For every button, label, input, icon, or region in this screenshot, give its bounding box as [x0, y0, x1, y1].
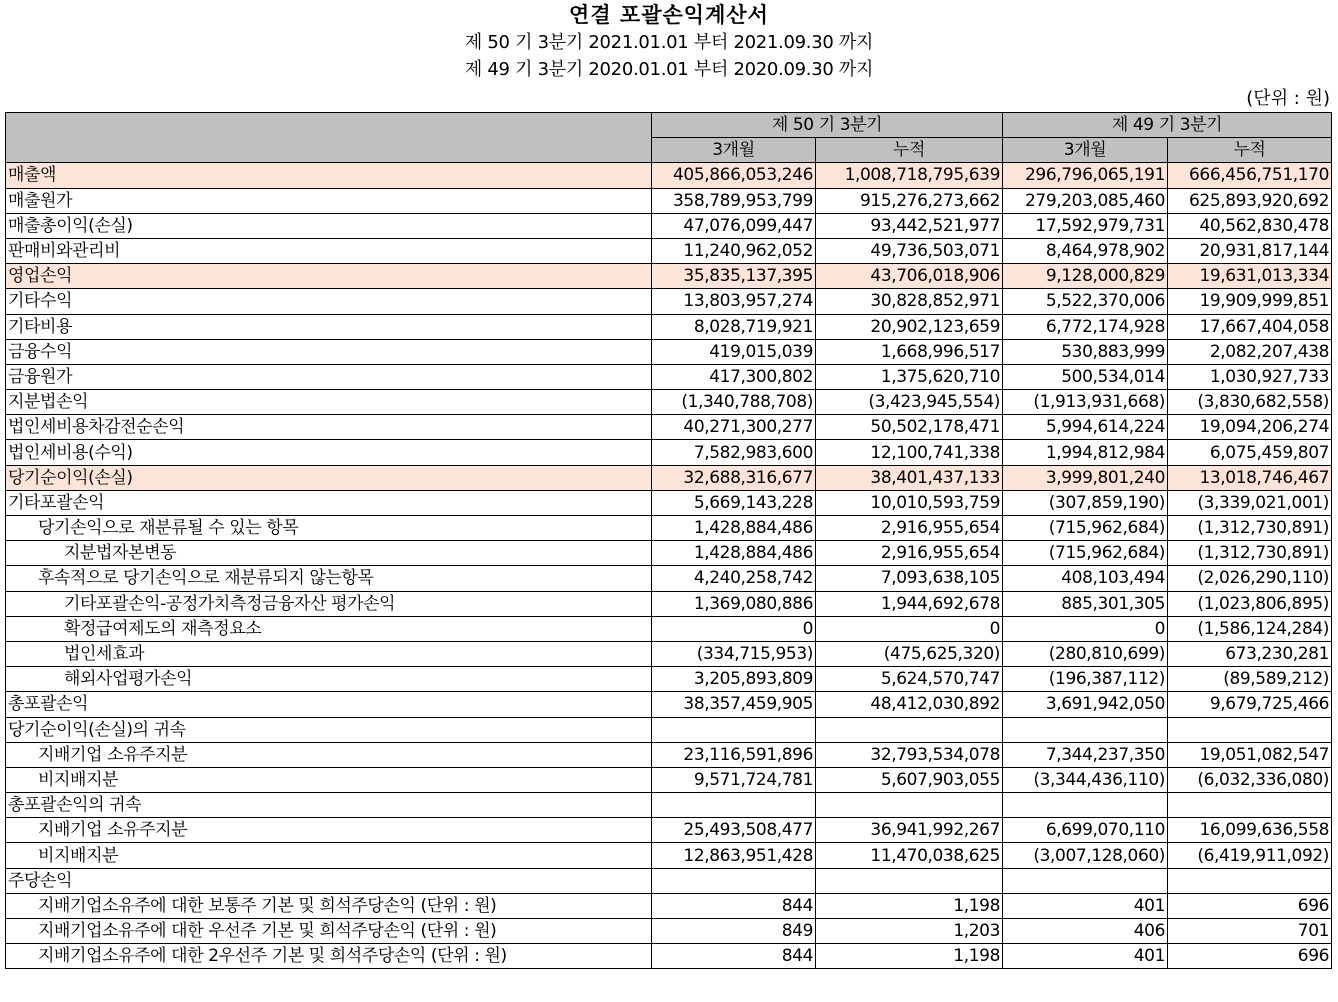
- value-current-ytd: [816, 868, 1003, 893]
- value-prior-ytd: 696: [1168, 944, 1332, 969]
- table-row: [6, 667, 1332, 692]
- value-prior-ytd: 19,631,013,334: [1168, 264, 1332, 289]
- value-current-ytd: 43,706,018,906: [816, 264, 1003, 289]
- account-label: 지배기업소유주에 대한 우선주 기본 및 희석주당손익 (단위 : 원): [6, 919, 652, 944]
- value-current-3m: 8,028,719,921: [652, 314, 816, 339]
- value-current-3m: 13,803,957,274: [652, 289, 816, 314]
- value-prior-3m: 530,883,999: [1003, 339, 1168, 364]
- period-current: 제 50 기 3분기 2021.01.01 부터 2021.09.30 까지: [464, 32, 874, 53]
- table-row: [6, 516, 1332, 541]
- value-current-ytd: 11,470,038,625: [816, 843, 1003, 868]
- value-current-ytd: (3,423,945,554): [816, 390, 1003, 415]
- value-prior-ytd: 666,456,751,170: [1168, 163, 1332, 188]
- value-current-3m: 23,116,591,896: [652, 742, 816, 767]
- table-row: [6, 692, 1332, 717]
- table-row: [6, 541, 1332, 566]
- value-prior-ytd: 20,931,817,144: [1168, 238, 1332, 263]
- value-current-3m: 0: [652, 616, 816, 641]
- table-row: [6, 843, 1332, 868]
- value-current-3m: (1,340,788,708): [652, 390, 816, 415]
- value-current-3m: 47,076,099,447: [652, 213, 816, 238]
- value-prior-ytd: (89,589,212): [1168, 667, 1332, 692]
- value-current-ytd: 2,916,955,654: [816, 541, 1003, 566]
- account-label: 매출액: [6, 163, 652, 188]
- value-current-3m: 405,866,053,246: [652, 163, 816, 188]
- value-current-ytd: 49,736,503,071: [816, 238, 1003, 263]
- value-prior-3m: 406: [1003, 919, 1168, 944]
- account-label: 법인세비용차감전순손익: [6, 415, 652, 440]
- account-label: 매출원가: [6, 188, 652, 213]
- value-prior-3m: 1,994,812,984: [1003, 440, 1168, 465]
- header-prior-ytd: 누적: [1168, 138, 1332, 163]
- account-label: 비지배지분: [6, 843, 652, 868]
- value-prior-ytd: 1,030,927,733: [1168, 364, 1332, 389]
- value-prior-3m: (3,007,128,060): [1003, 843, 1168, 868]
- value-prior-3m: 6,772,174,928: [1003, 314, 1168, 339]
- value-prior-3m: 7,344,237,350: [1003, 742, 1168, 767]
- value-prior-3m: (3,344,436,110): [1003, 767, 1168, 792]
- value-prior-3m: (715,962,684): [1003, 541, 1168, 566]
- value-current-3m: 35,835,137,395: [652, 264, 816, 289]
- account-label: 비지배지분: [6, 767, 652, 792]
- value-prior-ytd: (1,023,806,895): [1168, 591, 1332, 616]
- table-row: [6, 616, 1332, 641]
- table-row: [6, 390, 1332, 415]
- value-current-3m: 3,205,893,809: [652, 667, 816, 692]
- value-current-ytd: 50,502,178,471: [816, 415, 1003, 440]
- value-current-ytd: 30,828,852,971: [816, 289, 1003, 314]
- value-prior-ytd: (1,312,730,891): [1168, 541, 1332, 566]
- value-prior-3m: 6,699,070,110: [1003, 818, 1168, 843]
- table-row: [6, 289, 1332, 314]
- header-prior-3m: 3개월: [1003, 138, 1168, 163]
- value-prior-ytd: (6,419,911,092): [1168, 843, 1332, 868]
- value-prior-3m: 0: [1003, 616, 1168, 641]
- account-label: 지배기업소유주에 대한 2우선주 기본 및 희석주당손익 (단위 : 원): [6, 944, 652, 969]
- value-current-ytd: 5,624,570,747: [816, 667, 1003, 692]
- account-label: 금융수익: [6, 339, 652, 364]
- value-current-ytd: 1,008,718,795,639: [816, 163, 1003, 188]
- value-current-3m: (334,715,953): [652, 641, 816, 666]
- account-label: 판매비와관리비: [6, 238, 652, 263]
- account-label: 지배기업 소유주지분: [6, 742, 652, 767]
- value-current-ytd: 36,941,992,267: [816, 818, 1003, 843]
- value-current-3m: 25,493,508,477: [652, 818, 816, 843]
- value-current-ytd: 12,100,741,338: [816, 440, 1003, 465]
- value-prior-3m: 3,691,942,050: [1003, 692, 1168, 717]
- table-row: [6, 717, 1332, 742]
- value-current-3m: 419,015,039: [652, 339, 816, 364]
- value-current-ytd: 48,412,030,892: [816, 692, 1003, 717]
- value-prior-3m: 296,796,065,191: [1003, 163, 1168, 188]
- value-prior-3m: [1003, 793, 1168, 818]
- table-row: [6, 566, 1332, 591]
- value-current-3m: 32,688,316,677: [652, 465, 816, 490]
- value-prior-ytd: (3,339,021,001): [1168, 490, 1332, 515]
- value-current-ytd: 10,010,593,759: [816, 490, 1003, 515]
- account-label: 해외사업평가손익: [6, 667, 652, 692]
- account-label: 당기순이익(손실): [6, 465, 652, 490]
- table-row: [6, 465, 1332, 490]
- value-prior-ytd: (1,586,124,284): [1168, 616, 1332, 641]
- value-current-3m: 40,271,300,277: [652, 415, 816, 440]
- value-current-ytd: 7,093,638,105: [816, 566, 1003, 591]
- value-current-3m: 844: [652, 893, 816, 918]
- statement-title: 연결 포괄손익계산서: [569, 3, 769, 27]
- value-prior-ytd: (3,830,682,558): [1168, 390, 1332, 415]
- value-current-3m: 844: [652, 944, 816, 969]
- table-row: [6, 440, 1332, 465]
- value-prior-3m: 3,999,801,240: [1003, 465, 1168, 490]
- value-current-3m: 849: [652, 919, 816, 944]
- value-current-ytd: 1,203: [816, 919, 1003, 944]
- account-label: 기타포괄손익-공정가치측정금융자산 평가손익: [6, 591, 652, 616]
- value-prior-3m: 279,203,085,460: [1003, 188, 1168, 213]
- account-label: 주당손익: [6, 868, 652, 893]
- value-prior-ytd: [1168, 868, 1332, 893]
- account-label: 지배기업 소유주지분: [6, 818, 652, 843]
- value-prior-3m: 5,522,370,006: [1003, 289, 1168, 314]
- table-row: [6, 868, 1332, 893]
- value-current-ytd: [816, 793, 1003, 818]
- value-prior-3m: [1003, 868, 1168, 893]
- value-current-ytd: (475,625,320): [816, 641, 1003, 666]
- value-current-ytd: 1,944,692,678: [816, 591, 1003, 616]
- account-label: 지배기업소유주에 대한 보통주 기본 및 희석주당손익 (단위 : 원): [6, 893, 652, 918]
- value-current-3m: 358,789,953,799: [652, 188, 816, 213]
- value-current-3m: 1,428,884,486: [652, 516, 816, 541]
- value-prior-ytd: 19,094,206,274: [1168, 415, 1332, 440]
- value-prior-ytd: 16,099,636,558: [1168, 818, 1332, 843]
- table-row: [6, 339, 1332, 364]
- value-prior-ytd: [1168, 717, 1332, 742]
- table-row: [6, 364, 1332, 389]
- value-current-ytd: 1,198: [816, 944, 1003, 969]
- value-prior-ytd: 696: [1168, 893, 1332, 918]
- value-prior-ytd: 9,679,725,466: [1168, 692, 1332, 717]
- table-row: [6, 591, 1332, 616]
- value-prior-3m: (196,387,112): [1003, 667, 1168, 692]
- value-current-3m: [652, 868, 816, 893]
- table-body: [6, 163, 1332, 969]
- table-row: [6, 213, 1332, 238]
- period-prior: 제 49 기 3분기 2020.01.01 부터 2020.09.30 까지: [464, 59, 874, 80]
- header-prior-period: 제 49 기 3분기: [1003, 113, 1332, 138]
- account-label: 지분법자본변동: [6, 541, 652, 566]
- value-prior-ytd: 6,075,459,807: [1168, 440, 1332, 465]
- table-row: [6, 490, 1332, 515]
- value-current-ytd: 93,442,521,977: [816, 213, 1003, 238]
- account-label: 기타포괄손익: [6, 490, 652, 515]
- value-prior-ytd: (2,026,290,110): [1168, 566, 1332, 591]
- value-prior-3m: 885,301,305: [1003, 591, 1168, 616]
- table-row: [6, 641, 1332, 666]
- value-prior-ytd: (6,032,336,080): [1168, 767, 1332, 792]
- value-current-3m: 5,669,143,228: [652, 490, 816, 515]
- table-row: [6, 919, 1332, 944]
- account-label: 확정급여제도의 재측정요소: [6, 616, 652, 641]
- value-current-3m: [652, 793, 816, 818]
- account-label: 당기순이익(손실)의 귀속: [6, 717, 652, 742]
- table-row: [6, 264, 1332, 289]
- table-row: [6, 767, 1332, 792]
- value-current-3m: 1,428,884,486: [652, 541, 816, 566]
- header-account-blank: [6, 113, 652, 163]
- account-label: 매출총이익(손실): [6, 213, 652, 238]
- table-row: [6, 742, 1332, 767]
- header-current-3m: 3개월: [652, 138, 816, 163]
- value-prior-3m: 5,994,614,224: [1003, 415, 1168, 440]
- table-row: [6, 163, 1332, 188]
- table-row: [6, 415, 1332, 440]
- value-prior-ytd: (1,312,730,891): [1168, 516, 1332, 541]
- value-prior-ytd: 2,082,207,438: [1168, 339, 1332, 364]
- value-current-ytd: 0: [816, 616, 1003, 641]
- value-prior-ytd: 17,667,404,058: [1168, 314, 1332, 339]
- value-current-ytd: 20,902,123,659: [816, 314, 1003, 339]
- value-current-ytd: 2,916,955,654: [816, 516, 1003, 541]
- account-label: 법인세비용(수익): [6, 440, 652, 465]
- header-current-period: 제 50 기 3분기: [652, 113, 1003, 138]
- value-prior-ytd: 625,893,920,692: [1168, 188, 1332, 213]
- value-prior-3m: 9,128,000,829: [1003, 264, 1168, 289]
- value-current-3m: 1,369,080,886: [652, 591, 816, 616]
- value-current-3m: 11,240,962,052: [652, 238, 816, 263]
- value-current-ytd: [816, 717, 1003, 742]
- value-current-ytd: 915,276,273,662: [816, 188, 1003, 213]
- value-prior-3m: 401: [1003, 944, 1168, 969]
- account-label: 기타수익: [6, 289, 652, 314]
- table-row: [6, 314, 1332, 339]
- value-prior-ytd: 40,562,830,478: [1168, 213, 1332, 238]
- value-current-3m: [652, 717, 816, 742]
- value-prior-ytd: 701: [1168, 919, 1332, 944]
- account-label: 금융원가: [6, 364, 652, 389]
- value-prior-3m: 8,464,978,902: [1003, 238, 1168, 263]
- account-label: 당기손익으로 재분류될 수 있는 항목: [6, 516, 652, 541]
- value-current-3m: 4,240,258,742: [652, 566, 816, 591]
- table-row: [6, 818, 1332, 843]
- value-current-3m: 7,582,983,600: [652, 440, 816, 465]
- header-current-ytd: 누적: [816, 138, 1003, 163]
- value-prior-ytd: 19,909,999,851: [1168, 289, 1332, 314]
- account-label: 후속적으로 당기손익으로 재분류되지 않는항목: [6, 566, 652, 591]
- value-prior-3m: 401: [1003, 893, 1168, 918]
- table-row: [6, 944, 1332, 969]
- value-prior-3m: 17,592,979,731: [1003, 213, 1168, 238]
- table-row: [6, 893, 1332, 918]
- value-prior-3m: (307,859,190): [1003, 490, 1168, 515]
- value-current-ytd: 1,668,996,517: [816, 339, 1003, 364]
- value-current-ytd: 38,401,437,133: [816, 465, 1003, 490]
- value-prior-ytd: 19,051,082,547: [1168, 742, 1332, 767]
- value-prior-3m: (280,810,699): [1003, 641, 1168, 666]
- value-current-ytd: 5,607,903,055: [816, 767, 1003, 792]
- value-current-ytd: 1,375,620,710: [816, 364, 1003, 389]
- value-current-3m: 38,357,459,905: [652, 692, 816, 717]
- value-current-3m: 12,863,951,428: [652, 843, 816, 868]
- value-prior-ytd: 13,018,746,467: [1168, 465, 1332, 490]
- account-label: 기타비용: [6, 314, 652, 339]
- value-prior-ytd: 673,230,281: [1168, 641, 1332, 666]
- account-label: 영업손익: [6, 264, 652, 289]
- income-statement-table: [5, 112, 1332, 969]
- value-prior-3m: (715,962,684): [1003, 516, 1168, 541]
- account-label: 지분법손익: [6, 390, 652, 415]
- unit-label: (단위 : 원): [1246, 88, 1330, 109]
- value-current-3m: 9,571,724,781: [652, 767, 816, 792]
- account-label: 총포괄손익: [6, 692, 652, 717]
- account-label: 법인세효과: [6, 641, 652, 666]
- table-row: [6, 238, 1332, 263]
- value-prior-3m: [1003, 717, 1168, 742]
- value-prior-3m: (1,913,931,668): [1003, 390, 1168, 415]
- value-current-ytd: 32,793,534,078: [816, 742, 1003, 767]
- value-prior-3m: 408,103,494: [1003, 566, 1168, 591]
- account-label: 총포괄손익의 귀속: [6, 793, 652, 818]
- value-current-ytd: 1,198: [816, 893, 1003, 918]
- table-row: [6, 793, 1332, 818]
- table-row: [6, 188, 1332, 213]
- value-prior-ytd: [1168, 793, 1332, 818]
- value-current-3m: 417,300,802: [652, 364, 816, 389]
- value-prior-3m: 500,534,014: [1003, 364, 1168, 389]
